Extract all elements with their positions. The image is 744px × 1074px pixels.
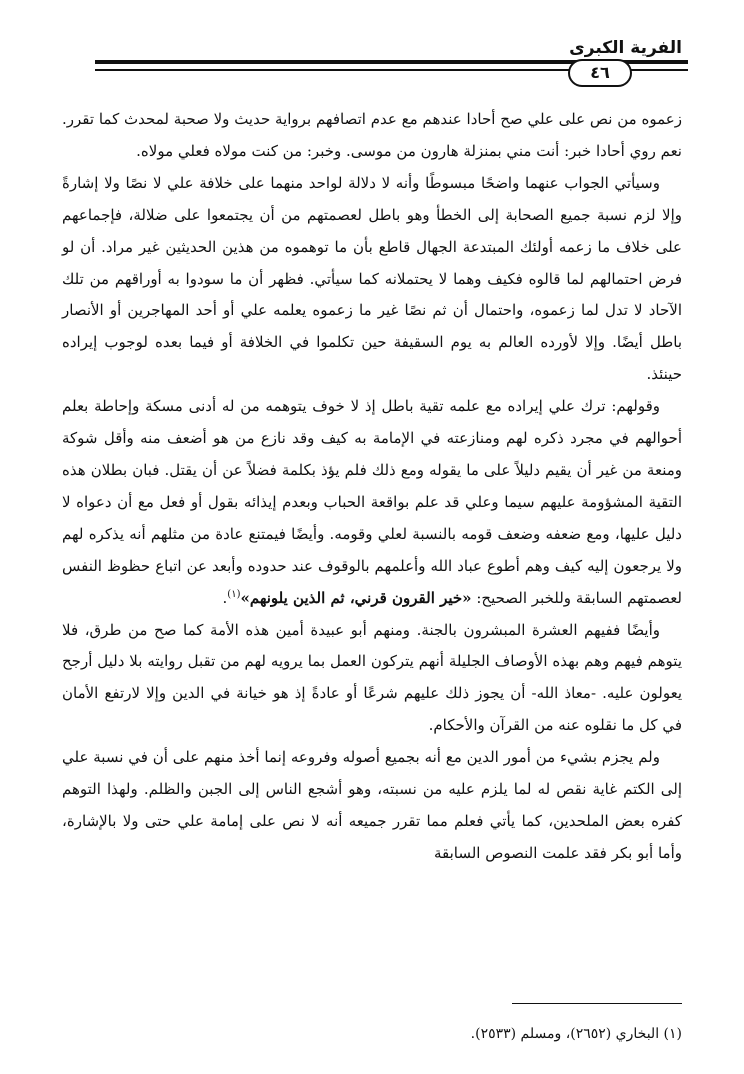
footnote: (١) البخاري (٢٦٥٢)، ومسلم (٢٥٣٣). <box>470 1026 682 1042</box>
footnote-separator <box>512 1003 682 1004</box>
running-header-title: الفرية الكبرى <box>569 38 682 58</box>
paragraph-5: ولم يجزم بشيء من أمور الدين مع أنه بجميع أصوله وفروعه إنما أخذ منهم على أن في نسبة علي إلى الكتم غاية نقص له لما يلزم عليه من نسبته، وهو أشجع الناس إلى الجبن والظلم. ولهذا التوهم كفره بعض الملحدين، كما يأتي فعلم مما تقرر جميعه أنه لا نص على إمامة علي حتى ولا بالإشارة، وأما أبو بكر فقد علمت النصوص السابقة <box>62 748 683 862</box>
hadith-quote: «خير القرون قرني، ثم الذين يلونهم» <box>240 588 472 607</box>
body-text <box>62 104 682 870</box>
footnote-reference: (١) <box>227 588 241 600</box>
paragraph-3-end: . <box>222 588 228 607</box>
paragraph-2: وسيأتي الجواب عنهما واضحًا مبسوطًا وأنه لا دلالة لواحد منهما على خلافة علي لا نصًا ولا إشارةً وإلا لزم نسبة جميع الصحابة إلى الخطأ وهو باطل لعصمتهم من أن يجتمعوا على ضلالة، فإجماعهم على خلاف ما زعمه أولئك المبتدعة الجهال قاطع بأن ما توهموه من هذين الحديثين غير مراد. أن لو فرض احتمالهم لما قالوه فكيف وهما لا يحتملانه كما سيأتي. فظهر أن ما سودوا به أوراقهم من تلك الآحاد لا تدل لما زعموه، واحتمال أن ثم نصًا غير ما زعموه يعلمه علي أو أحد المهاجرين أو الأنصار باطل أيضًا. وإلا لأورده العالم به يوم السقيفة حين تكلموا في الخلافة أو فيما بعده لوجوب إيراده حينئذ. <box>62 173 682 384</box>
paragraph-3-text: وقولهم: ترك علي إيراده مع علمه تقية باطل إذ لا خوف يتوهمه من له أدنى مسكة وإحاطة بعلم أحوالهم في مجرد ذكره لهم ومنازعته في الإمامة به كيف وقد نازع من هو أضعف منه وأقل شوكة ومنعة من غير أن يقيم دليلاً على ما يقوله ومع ذلك فلم يؤذ بكلمة فضلاً عن أن يقتل. فبان بطلان هذه التقية المشؤومة عليهم سيما وعلي قد علم بواقعة الحباب وبعدم إيذائه بقول أو فعل مع أن دعواه لا دليل عليها، ومع ضعفه وضعف قومه بالنسبة لعلي وقومه. وأيضًا فيمتنع عادة من مثلهم أنه يذكره لهم ولا يرجعون إليه كيف وهم أطوع عباد الله وأعلمهم بالوقوف عند حدوده وأبعد عن اتباع حظوظ النفس لعصمتهم السابقة وللخبر الصحيح: <box>62 397 682 607</box>
page-number: ٤٦ <box>568 59 632 87</box>
paragraph-1: زعموه من نص على علي صح أحادا عندهم مع عدم اتصافهم برواية حديث ولا صحبة لمحدث كما تقرر. نعم روي أحادا خبر: أنت مني بمنزلة هارون من موسى. وخبر: من كنت مولاه فعلي مولاه. <box>62 110 682 160</box>
paragraph-3 <box>62 391 682 614</box>
paragraph-4: وأيضًا ففيهم العشرة المبشرون بالجنة. ومنهم أبو عبيدة أمين هذه الأمة كما صح من طرق، فلا يتوهم فيهم وهم بهذه الأوصاف الجليلة أنهم يتركون العمل بما يرويه لهم من تقبل روايته بلا دليل أرجح يعولون عليه. -معاذ الله- أن يجوز ذلك عليهم شرعًا أو عادةً إذ هو خيانة في الدين وإلا لارتفع الأمان في كل ما نقلوه عنه من القرآن والأحكام. <box>62 620 682 735</box>
